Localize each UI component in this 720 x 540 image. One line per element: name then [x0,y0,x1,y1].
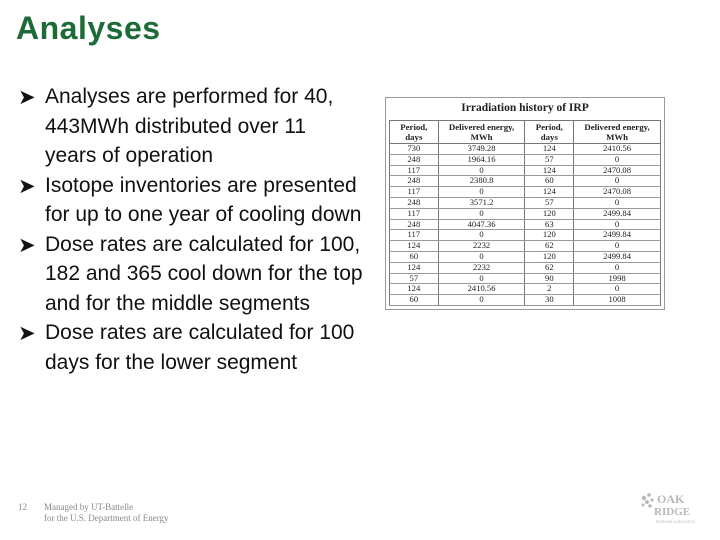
table-cell: 3571.2 [438,197,525,208]
footer [18,502,169,524]
table-cell: 2232 [438,241,525,252]
footer-line-1: Managed by UT-Battelle [44,502,134,512]
table-cell: 4047.36 [438,219,525,230]
logo-text-bottom: RIDGE [654,506,691,518]
table-cell: 63 [525,219,574,230]
table-cell: 1008 [574,295,661,306]
table-cell: 0 [574,154,661,165]
slide-number: 12 [18,502,27,512]
table-cell: 57 [525,197,574,208]
oak-ridge-logo-icon [638,490,704,526]
table-cell: 30 [525,295,574,306]
table-cell: 2 [525,284,574,295]
footer-line-2: for the U.S. Department of Energy [44,513,169,523]
table-cell: 248 [390,219,439,230]
arrow-bullet-icon: ➤ [18,86,36,109]
table-row [390,197,661,208]
table-cell: 2499.84 [574,251,661,262]
table-cell: 57 [525,154,574,165]
table-row [390,241,661,252]
table-cell: 124 [390,262,439,273]
bullet-list [18,82,363,377]
table-cell: 730 [390,144,439,155]
bullet-item [18,318,363,377]
table-row [390,251,661,262]
table-cell: 0 [574,241,661,252]
column-header: Period, days [390,121,439,144]
table-cell: 0 [438,208,525,219]
bullet-text: Dose rates are calculated for 100 days for the lower segment [45,321,355,374]
table-cell: 0 [438,251,525,262]
table-cell: 0 [438,295,525,306]
irradiation-table-figure [385,97,665,310]
column-header: Period, days [525,121,574,144]
table-cell: 90 [525,273,574,284]
table-cell: 60 [525,176,574,187]
table-cell: 0 [438,165,525,176]
table-cell: 124 [390,284,439,295]
table-row [390,230,661,241]
table-title: Irradiation history of IRP [461,102,589,114]
table-cell: 248 [390,154,439,165]
table-row [390,295,661,306]
table-row [390,176,661,187]
column-header: Delivered energy, MWh [574,121,661,144]
table-cell: 0 [574,197,661,208]
table-row [390,219,661,230]
table-body [390,144,661,306]
table-row [390,165,661,176]
table-row [390,154,661,165]
table-cell: 117 [390,230,439,241]
table-cell: 60 [390,295,439,306]
table-cell: 1964.16 [438,154,525,165]
table-cell: 2232 [438,262,525,273]
table-cell: 124 [390,241,439,252]
table-cell: 0 [574,262,661,273]
table-cell: 1998 [574,273,661,284]
logo-text-top: OAK [657,492,685,506]
table-cell: 0 [574,176,661,187]
table-cell: 2499.84 [574,230,661,241]
table-cell: 117 [390,208,439,219]
table-cell: 117 [390,165,439,176]
table-cell: 2410.56 [574,144,661,155]
table-cell: 120 [525,208,574,219]
table-cell: 2380.8 [438,176,525,187]
table-cell: 0 [438,230,525,241]
table-cell: 124 [525,144,574,155]
table-cell: 0 [574,219,661,230]
bullet-text: Dose rates are calculated for 100, 182 and 365 cool down for the top and for the middle segments [45,232,363,315]
table-row [390,187,661,198]
bullet-text: Analyses are performed for 40, 443MWh distributed over 11 years of operation [45,85,334,167]
table-row [390,284,661,295]
table-cell: 0 [438,187,525,198]
table-cell: 248 [390,176,439,187]
table-header-row [390,121,661,144]
bullet-text: Isotope inventories are presented for up to one year of cooling down [45,173,362,226]
table-cell: 2470.08 [574,165,661,176]
table-cell: 117 [390,187,439,198]
page-title: Analyses [16,10,161,46]
table-cell: 2410.56 [438,284,525,295]
table-cell: 60 [390,251,439,262]
arrow-bullet-icon: ➤ [18,174,36,198]
table-cell: 120 [525,251,574,262]
table-cell: 57 [390,273,439,284]
table-cell: 2470.08 [574,187,661,198]
table-cell: 124 [525,187,574,198]
table-cell: 2499.84 [574,208,661,219]
table-cell: 124 [525,165,574,176]
table-cell: 248 [390,197,439,208]
bullet-item [18,230,363,319]
table-row [390,144,661,155]
logo-tagline: National Laboratory [656,519,696,524]
table-cell: 0 [438,273,525,284]
column-header: Delivered energy, MWh [438,121,525,144]
table-row [390,262,661,273]
table-row [390,273,661,284]
table-cell: 62 [525,241,574,252]
table-cell: 0 [574,284,661,295]
table-cell: 3749.28 [438,144,525,155]
irradiation-table [389,120,661,306]
table-row [390,208,661,219]
table-cell: 120 [525,230,574,241]
arrow-bullet-icon: ➤ [18,322,36,345]
bullet-item [18,171,363,230]
bullet-item [18,82,363,171]
arrow-bullet-icon: ➤ [18,233,36,257]
table-cell: 62 [525,262,574,273]
